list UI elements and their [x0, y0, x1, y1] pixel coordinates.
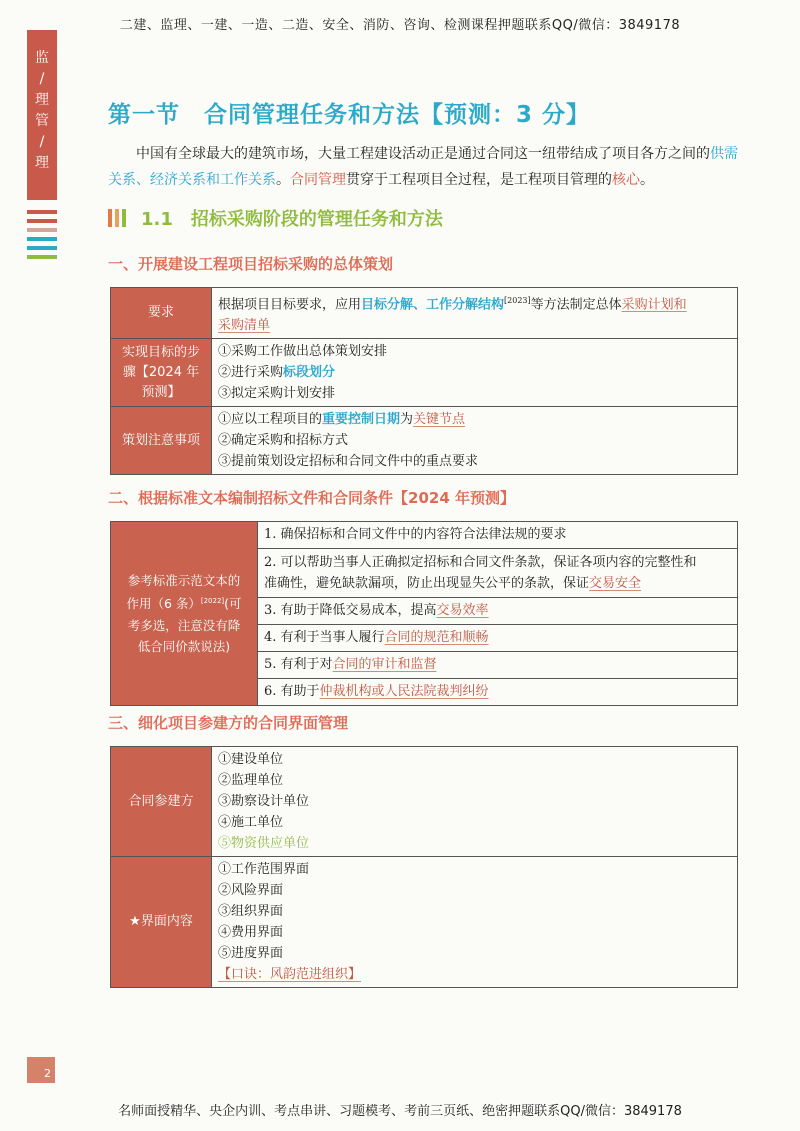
list-item: 6. 有助于仲裁机构或人民法院裁判纠纷 [258, 678, 737, 705]
side-tab-char: 监 [35, 50, 49, 66]
stripe [27, 237, 57, 241]
intro-text: 。 [640, 172, 654, 188]
list-item: 4. 有利于当事人履行合同的规范和顺畅 [258, 624, 737, 651]
stripe [27, 210, 57, 214]
list-item: ⑤进度界面 [218, 946, 284, 961]
label-line: (可 [224, 596, 242, 612]
label-line: 实现目标的步 [121, 344, 200, 360]
footer-banner: 名师面授精华、央企内训、考点串讲、习题模考、考前三页纸、绝密押题联系QQ/微信：3849178 [118, 1104, 682, 1119]
cell-highlight: 采购计划和 [621, 297, 687, 313]
list-item: ④施工单位 [218, 815, 284, 830]
list-item: ③拟定采购计划安排 [218, 386, 336, 402]
label-line: 作用（6 条） [126, 596, 201, 612]
stripe [27, 228, 57, 232]
list-item: ①建设单位 [218, 752, 284, 767]
row-content [212, 407, 738, 475]
list-item: 3. 有助于降低交易成本，提高交易效率 [258, 597, 737, 624]
list-item: ③提前策划设定招标和合同文件中的重点要求 [218, 454, 479, 470]
row-label: 要求 [111, 288, 212, 339]
list-item: ③勘察设计单位 [218, 794, 310, 809]
table-row [111, 339, 738, 407]
row-content [212, 857, 738, 988]
row-label: 合同参建方 [111, 747, 212, 857]
label-line: 骤【2024 年 [122, 364, 200, 380]
side-tab-char: / [39, 71, 45, 87]
list-item: ⑤物资供应单位 [218, 836, 310, 851]
table-row [111, 522, 738, 706]
list-item: ①工作范围界面 [218, 862, 310, 877]
row-label [111, 522, 258, 706]
list-item: ④费用界面 [218, 925, 284, 940]
part3-heading: 三、细化项目参建方的合同界面管理 [108, 714, 349, 732]
row-content [258, 522, 738, 706]
side-tab-char: 管 [35, 113, 49, 129]
stripe [27, 246, 57, 250]
label-line: 参考标准示范文本的 [127, 573, 241, 589]
part1-heading: 一、开展建设工程项目招标采购的总体策划 [108, 255, 394, 273]
cell-text: 等方法制定总体 [530, 297, 622, 313]
table-row [111, 288, 738, 339]
row-label: 策划注意事项 [111, 407, 212, 475]
table-row [111, 747, 738, 857]
part1-table [110, 287, 738, 475]
intro-highlight: 供需关系、经济关系和工作关系 [108, 146, 738, 188]
side-tab-char: 理 [35, 155, 49, 171]
side-stripes [27, 210, 57, 264]
year-tag: [2022] [200, 597, 225, 606]
list-item: ①采购工作做出总体策划安排 [218, 344, 388, 360]
cell-highlight: 目标分解、工作分解结构 [361, 297, 505, 313]
table-row [111, 857, 738, 988]
intro-text: 。 [276, 172, 290, 188]
table-row [111, 407, 738, 475]
label-line: 考多选，注意没有降 [127, 617, 241, 633]
list-item: ②风险界面 [218, 883, 284, 898]
part2-table [110, 521, 738, 706]
section-label: 第一节 [108, 102, 180, 128]
list-item: ①应以工程项目的重要控制日期为关键节点 [218, 412, 466, 428]
label-line: 预测】 [141, 384, 181, 400]
section-title [108, 96, 590, 129]
cell-highlight: 采购清单 [218, 318, 271, 334]
intro-paragraph [108, 141, 740, 193]
row-label [111, 339, 212, 407]
side-tab-char: / [39, 134, 45, 150]
intro-highlight: 核心 [612, 172, 640, 188]
list-item: 2. 可以帮助当事人正确拟定招标和合同文件条款，保证各项内容的完整性和 准确性，避免缺款漏项，防止出现显失公平的条款，保证交易安全 [258, 548, 737, 597]
row-content [212, 288, 738, 339]
header-banner: 二建、监理、一建、一造、二造、安全、消防、咨询、检测课程押题联系QQ/微信：3849178 [119, 18, 681, 33]
part2-heading: 二、根据标准文本编制招标文件和合同条件【2024 年预测】 [108, 489, 515, 507]
side-tab-char: 理 [35, 92, 49, 108]
year-tag: [2023] [504, 296, 531, 305]
side-tab [27, 30, 57, 200]
stripe [27, 219, 57, 223]
bars-icon [108, 209, 129, 227]
list-item: ②监理单位 [218, 773, 284, 788]
row-label: ★界面内容 [111, 857, 212, 988]
label-line: 低合同价款说法) [137, 638, 231, 654]
row-content [212, 747, 738, 857]
subsection-title [108, 205, 443, 231]
part3-table [110, 746, 738, 988]
intro-highlight: 合同管理 [290, 172, 346, 188]
list-item: ③组织界面 [218, 904, 284, 919]
list-item: ②确定采购和招标方式 [218, 433, 349, 449]
intro-text: 中国有全球最大的建筑市场，大量工程建设活动正是通过合同这一纽带结成了项目各方之间的 [136, 146, 710, 162]
cell-text: 根据项目目标要求，应用 [218, 297, 362, 313]
page-number: 2 [27, 1057, 55, 1083]
stripe [27, 255, 57, 259]
list-item: 1. 确保招标和合同文件中的内容符合法律法规的要求 [264, 527, 567, 542]
list-item: ②进行采购标段划分 [218, 365, 336, 381]
intro-text: 贯穿于工程项目全过程，是工程项目管理的 [346, 172, 612, 188]
mnemonic: 【口诀：风韵范进组织】 [218, 967, 362, 982]
row-content [212, 339, 738, 407]
section-heading: 合同管理任务和方法【预测：3 分】 [204, 102, 591, 128]
subsection-label: 1.1 招标采购阶段的管理任务和方法 [141, 209, 443, 230]
list-item: 5. 有利于对合同的审计和监督 [258, 651, 737, 678]
